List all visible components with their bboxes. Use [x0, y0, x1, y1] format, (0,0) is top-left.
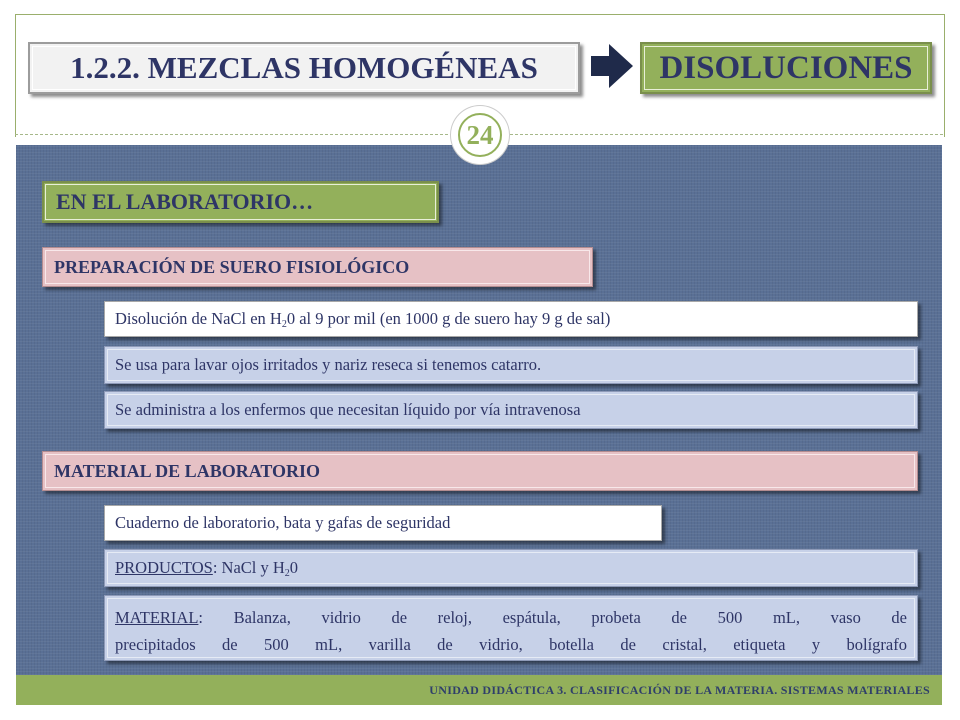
- material-item-1: Cuaderno de laboratorio, bata y gafas de seguridad: [104, 505, 662, 541]
- preparation-item-2: Se usa para lavar ojos irritados y nariz reseca si tenemos catarro.: [104, 346, 918, 384]
- right-arrow-icon: [591, 44, 633, 88]
- products-item: [104, 549, 918, 587]
- section-heading: EN EL LABORATORIO…: [42, 181, 439, 223]
- materials-item: [104, 595, 918, 661]
- page-number: 24: [458, 113, 502, 157]
- footer-text: UNIDAD DIDÁCTICA 3. CLASIFICACIÓN DE LA MATERIA. SISTEMAS MATERIALES: [429, 683, 930, 697]
- footer-bar: [16, 675, 942, 705]
- preparation-heading: PREPARACIÓN DE SUERO FISIOLÓGICO: [42, 247, 593, 287]
- preparation-item-1: [104, 301, 918, 337]
- materials-text: MATERIAL: Balanza, vidrio de reloj, espátula, probeta de 500 mL, vaso de precipitados de 500 mL, varilla de vidrio, botella de cristal, etiqueta y bolígrafo: [115, 608, 907, 654]
- material-heading: MATERIAL DE LABORATORIO: [42, 451, 918, 491]
- preparation-item-3: Se administra a los enfermos que necesitan líquido por vía intravenosa: [104, 391, 918, 429]
- slide-subtitle: DISOLUCIONES: [640, 42, 932, 94]
- products-text: PRODUCTOS: NaCl y $H_20$: [115, 557, 299, 579]
- page-number-badge: [451, 106, 509, 164]
- slide-title: 1.2.2. MEZCLAS HOMOGÉNEAS: [28, 42, 580, 94]
- preparation-item-1-text: Disolución de NaCl en $H_20$ al 9 por mil (en 1000 g de suero hay 9 g de sal): [115, 308, 611, 330]
